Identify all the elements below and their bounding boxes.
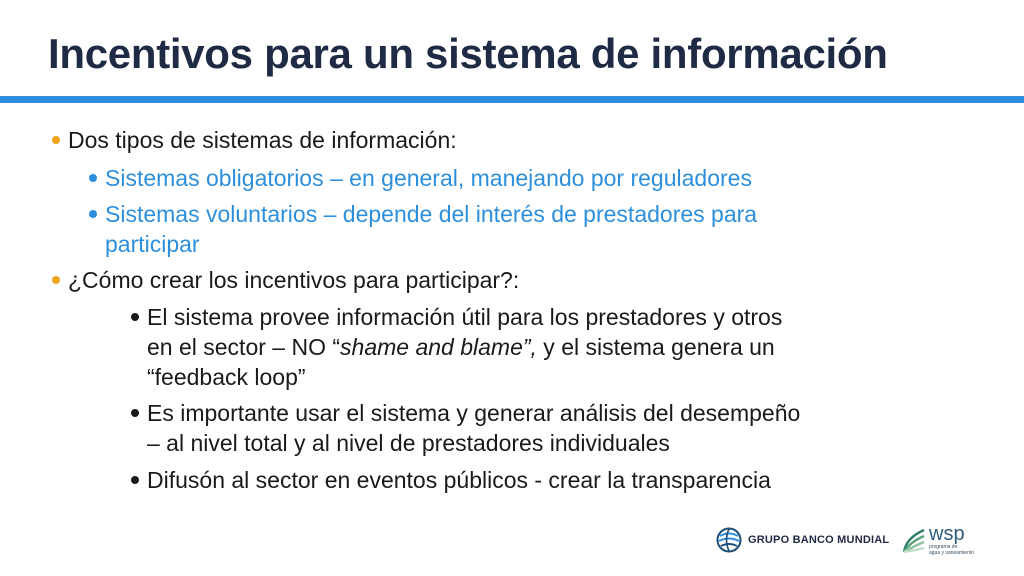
bullet-text: Dos tipos de sistemas de información: bbox=[68, 127, 457, 153]
bullet-text: Difusón al sector en eventos públicos - crear la transparencia bbox=[147, 467, 771, 493]
bullet-dot-icon bbox=[131, 313, 139, 321]
bullet-level3 bbox=[131, 302, 782, 392]
bullet-dot-icon bbox=[52, 276, 60, 284]
bullet-dot-icon bbox=[131, 409, 139, 417]
bullet-line: – al nivel total y al nivel de prestadores individuales bbox=[147, 430, 670, 456]
bullet-dot-icon bbox=[89, 210, 97, 218]
bullet-level1 bbox=[52, 265, 519, 295]
bullet-text bbox=[147, 398, 800, 458]
bullet-line: Sistemas voluntarios – depende del interés de prestadores para bbox=[105, 201, 758, 227]
bullet-dot-icon bbox=[89, 174, 97, 182]
wsp-label: wsp bbox=[929, 523, 965, 545]
italic-phrase: shame and blame”, bbox=[340, 334, 537, 360]
bullet-text bbox=[147, 302, 782, 392]
bullet-level2 bbox=[89, 199, 757, 259]
wsp-text bbox=[929, 524, 974, 556]
globe-icon bbox=[716, 527, 742, 553]
bullet-level1 bbox=[52, 125, 457, 155]
bullet-level3 bbox=[131, 398, 800, 458]
wsp-logo bbox=[902, 524, 974, 556]
bullet-level3 bbox=[131, 465, 771, 495]
bullet-text: ¿Cómo crear los incentivos para participar?: bbox=[68, 267, 520, 293]
bullet-text bbox=[105, 199, 757, 259]
bullet-line: en el sector – NO “shame and blame”, y el sistema genera un bbox=[147, 334, 775, 360]
bullet-dot-icon bbox=[52, 136, 60, 144]
wsp-subtitle: agua y saneamiento bbox=[929, 550, 975, 556]
world-bank-label: GRUPO BANCO MUNDIAL bbox=[748, 534, 890, 546]
bullet-dot-icon bbox=[131, 476, 139, 484]
bullet-line: El sistema provee información útil para los prestadores y otros bbox=[147, 304, 783, 330]
slide-title: Incentivos para un sistema de información bbox=[48, 30, 888, 77]
bullet-text: Sistemas obligatorios – en general, manejando por reguladores bbox=[105, 165, 752, 191]
world-bank-logo bbox=[716, 527, 889, 553]
bullet-line: “feedback loop” bbox=[147, 364, 306, 390]
wsp-logo-icon bbox=[902, 524, 926, 554]
wsp-subtitle: programa de bbox=[929, 544, 958, 550]
bullet-line: participar bbox=[105, 231, 200, 257]
bullet-line: Es importante usar el sistema y generar análisis del desempeño bbox=[147, 400, 801, 426]
bullet-level2 bbox=[89, 163, 752, 193]
